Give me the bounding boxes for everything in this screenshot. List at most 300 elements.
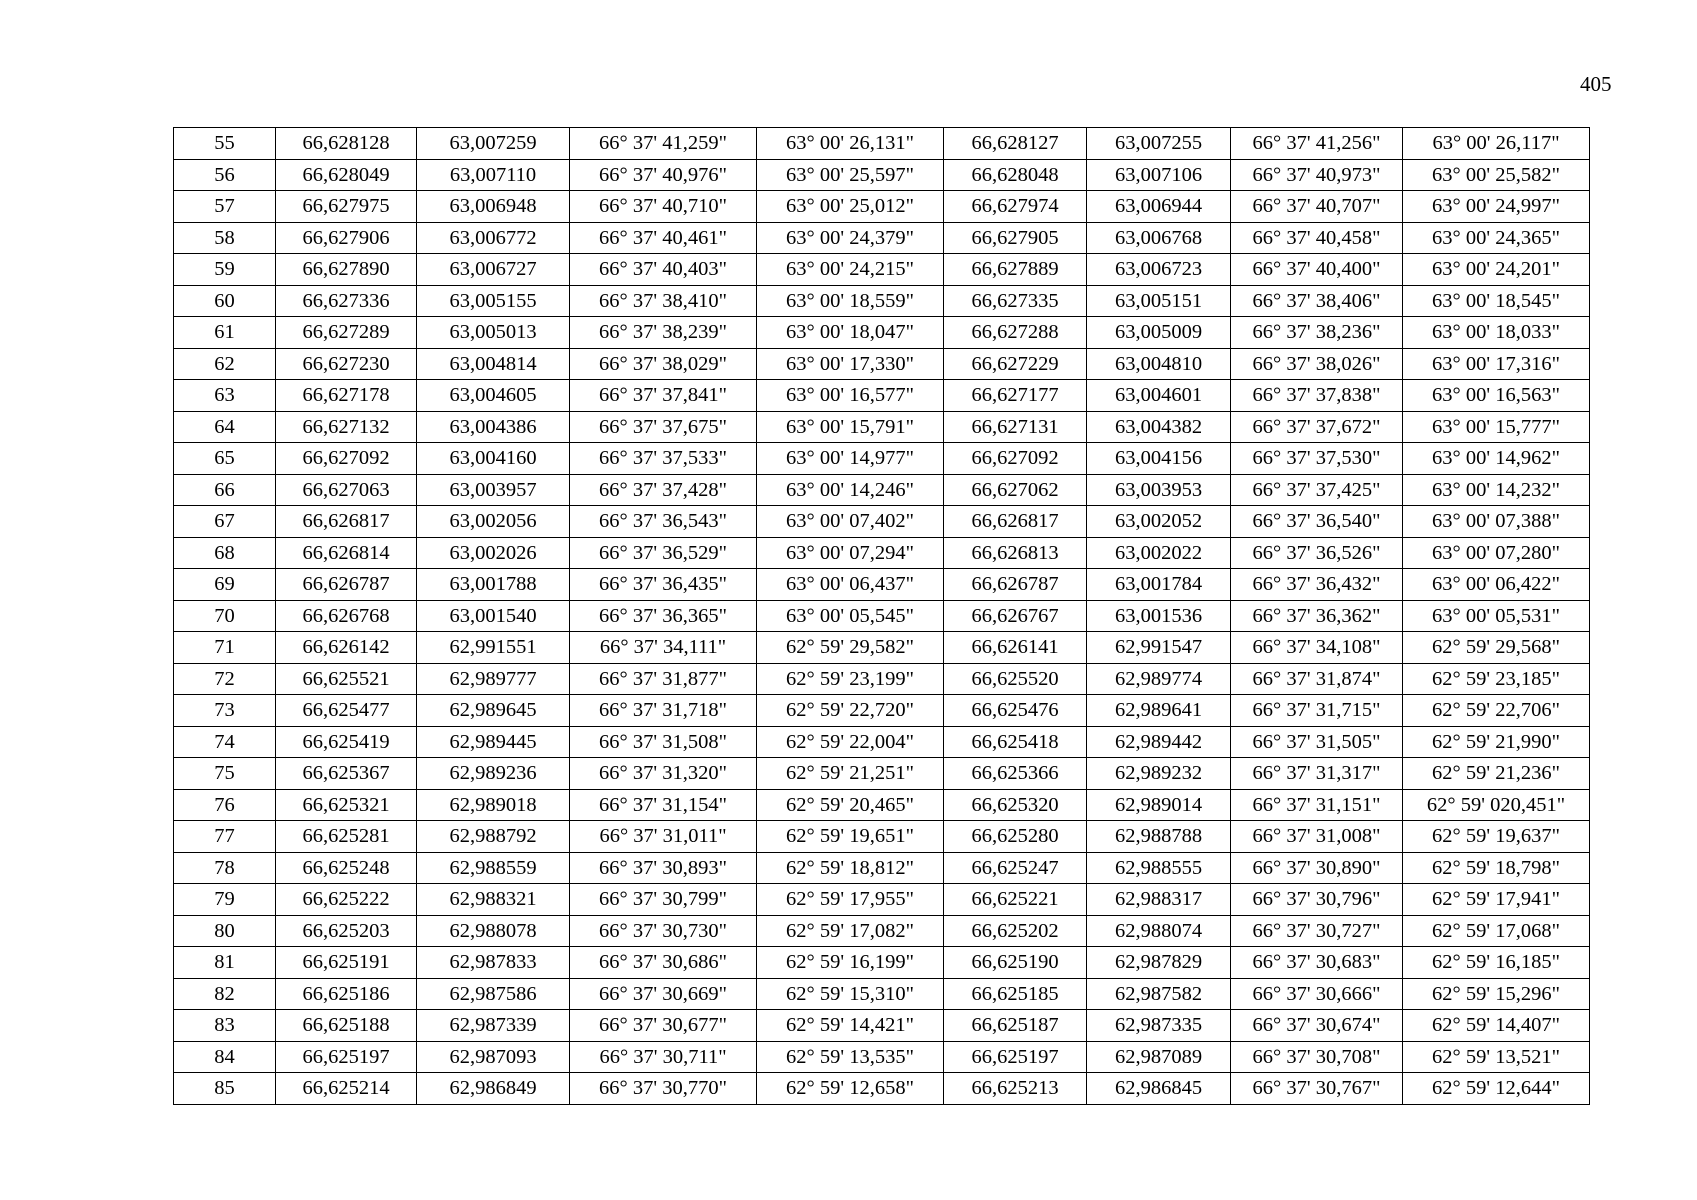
longitude-decimal-2-cell: 62,991547	[1087, 632, 1231, 664]
longitude-decimal-2-cell: 63,003953	[1087, 474, 1231, 506]
point-number-cell: 56	[174, 159, 276, 191]
table-row	[174, 821, 1590, 853]
latitude-dms-2-cell: 66° 37' 31,151"	[1231, 789, 1403, 821]
latitude-decimal-cell: 66,625222	[276, 884, 417, 916]
longitude-decimal-cell: 63,007110	[417, 159, 570, 191]
longitude-decimal-cell: 62,987586	[417, 978, 570, 1010]
point-number-cell: 83	[174, 1010, 276, 1042]
latitude-decimal-cell: 66,627092	[276, 443, 417, 475]
longitude-dms-2-cell: 63° 00' 24,997"	[1403, 191, 1590, 223]
point-number-cell: 66	[174, 474, 276, 506]
latitude-dms-2-cell: 66° 37' 38,236"	[1231, 317, 1403, 349]
point-number-cell: 80	[174, 915, 276, 947]
point-number-cell: 75	[174, 758, 276, 790]
latitude-decimal-cell: 66,627132	[276, 411, 417, 443]
latitude-decimal-2-cell: 66,625320	[944, 789, 1087, 821]
longitude-decimal-2-cell: 62,989014	[1087, 789, 1231, 821]
page-number: 405	[1580, 72, 1612, 96]
longitude-decimal-2-cell: 63,005151	[1087, 285, 1231, 317]
longitude-decimal-2-cell: 63,001784	[1087, 569, 1231, 601]
longitude-decimal-2-cell: 62,988074	[1087, 915, 1231, 947]
longitude-dms-cell: 62° 59' 17,955"	[757, 884, 944, 916]
longitude-decimal-cell: 62,987833	[417, 947, 570, 979]
longitude-decimal-cell: 63,006772	[417, 222, 570, 254]
longitude-decimal-cell: 63,002026	[417, 537, 570, 569]
longitude-decimal-2-cell: 63,002052	[1087, 506, 1231, 538]
table-row	[174, 758, 1590, 790]
latitude-decimal-cell: 66,626768	[276, 600, 417, 632]
latitude-decimal-2-cell: 66,625213	[944, 1073, 1087, 1105]
table-row	[174, 411, 1590, 443]
longitude-dms-2-cell: 63° 00' 07,280"	[1403, 537, 1590, 569]
longitude-dms-2-cell: 62° 59' 18,798"	[1403, 852, 1590, 884]
latitude-dms-cell: 66° 37' 36,529"	[570, 537, 757, 569]
longitude-dms-cell: 63° 00' 15,791"	[757, 411, 944, 443]
longitude-decimal-cell: 63,001788	[417, 569, 570, 601]
latitude-dms-cell: 66° 37' 40,710"	[570, 191, 757, 223]
table-row	[174, 506, 1590, 538]
latitude-decimal-2-cell: 66,626141	[944, 632, 1087, 664]
latitude-decimal-2-cell: 66,625247	[944, 852, 1087, 884]
longitude-dms-cell: 62° 59' 19,651"	[757, 821, 944, 853]
longitude-decimal-cell: 63,007259	[417, 128, 570, 160]
latitude-decimal-2-cell: 66,625202	[944, 915, 1087, 947]
longitude-dms-2-cell: 63° 00' 14,962"	[1403, 443, 1590, 475]
latitude-dms-2-cell: 66° 37' 31,505"	[1231, 726, 1403, 758]
longitude-decimal-2-cell: 63,007106	[1087, 159, 1231, 191]
longitude-decimal-2-cell: 62,989641	[1087, 695, 1231, 727]
latitude-dms-2-cell: 66° 37' 41,256"	[1231, 128, 1403, 160]
longitude-dms-cell: 63° 00' 07,402"	[757, 506, 944, 538]
point-number-cell: 61	[174, 317, 276, 349]
latitude-decimal-2-cell: 66,625280	[944, 821, 1087, 853]
point-number-cell: 85	[174, 1073, 276, 1105]
longitude-decimal-2-cell: 62,988555	[1087, 852, 1231, 884]
longitude-dms-cell: 63° 00' 25,597"	[757, 159, 944, 191]
latitude-decimal-cell: 66,626787	[276, 569, 417, 601]
latitude-decimal-cell: 66,627336	[276, 285, 417, 317]
table-row	[174, 285, 1590, 317]
longitude-decimal-cell: 62,989236	[417, 758, 570, 790]
table-row	[174, 915, 1590, 947]
point-number-cell: 65	[174, 443, 276, 475]
longitude-decimal-2-cell: 62,989232	[1087, 758, 1231, 790]
table-row	[174, 632, 1590, 664]
longitude-dms-2-cell: 63° 00' 06,422"	[1403, 569, 1590, 601]
latitude-dms-cell: 66° 37' 38,029"	[570, 348, 757, 380]
latitude-dms-cell: 66° 37' 36,435"	[570, 569, 757, 601]
latitude-decimal-cell: 66,627890	[276, 254, 417, 286]
point-number-cell: 79	[174, 884, 276, 916]
latitude-decimal-2-cell: 66,625520	[944, 663, 1087, 695]
table-row	[174, 1073, 1590, 1105]
latitude-dms-cell: 66° 37' 30,799"	[570, 884, 757, 916]
table-row	[174, 1041, 1590, 1073]
longitude-dms-2-cell: 62° 59' 14,407"	[1403, 1010, 1590, 1042]
latitude-decimal-2-cell: 66,627905	[944, 222, 1087, 254]
latitude-decimal-cell: 66,628128	[276, 128, 417, 160]
latitude-decimal-cell: 66,625191	[276, 947, 417, 979]
latitude-decimal-2-cell: 66,628127	[944, 128, 1087, 160]
longitude-decimal-2-cell: 63,005009	[1087, 317, 1231, 349]
longitude-dms-2-cell: 63° 00' 14,232"	[1403, 474, 1590, 506]
longitude-dms-cell: 62° 59' 13,535"	[757, 1041, 944, 1073]
longitude-decimal-2-cell: 63,001536	[1087, 600, 1231, 632]
longitude-dms-cell: 63° 00' 14,246"	[757, 474, 944, 506]
latitude-decimal-2-cell: 66,627288	[944, 317, 1087, 349]
latitude-decimal-2-cell: 66,625197	[944, 1041, 1087, 1073]
latitude-dms-cell: 66° 37' 37,428"	[570, 474, 757, 506]
latitude-dms-2-cell: 66° 37' 37,838"	[1231, 380, 1403, 412]
longitude-dms-2-cell: 63° 00' 18,033"	[1403, 317, 1590, 349]
point-number-cell: 55	[174, 128, 276, 160]
latitude-dms-2-cell: 66° 37' 38,026"	[1231, 348, 1403, 380]
longitude-dms-cell: 63° 00' 18,559"	[757, 285, 944, 317]
longitude-decimal-cell: 63,004605	[417, 380, 570, 412]
latitude-dms-cell: 66° 37' 34,111"	[570, 632, 757, 664]
table-row	[174, 663, 1590, 695]
latitude-decimal-2-cell: 66,627335	[944, 285, 1087, 317]
longitude-dms-2-cell: 62° 59' 21,990"	[1403, 726, 1590, 758]
longitude-dms-cell: 62° 59' 16,199"	[757, 947, 944, 979]
latitude-dms-cell: 66° 37' 30,677"	[570, 1010, 757, 1042]
latitude-dms-2-cell: 66° 37' 31,008"	[1231, 821, 1403, 853]
longitude-decimal-2-cell: 63,004156	[1087, 443, 1231, 475]
longitude-dms-2-cell: 62° 59' 020,451"	[1403, 789, 1590, 821]
longitude-dms-2-cell: 62° 59' 13,521"	[1403, 1041, 1590, 1073]
latitude-decimal-cell: 66,625203	[276, 915, 417, 947]
latitude-decimal-cell: 66,626142	[276, 632, 417, 664]
longitude-decimal-cell: 62,988792	[417, 821, 570, 853]
longitude-dms-2-cell: 62° 59' 12,644"	[1403, 1073, 1590, 1105]
latitude-dms-cell: 66° 37' 30,730"	[570, 915, 757, 947]
latitude-dms-cell: 66° 37' 31,320"	[570, 758, 757, 790]
longitude-dms-2-cell: 63° 00' 15,777"	[1403, 411, 1590, 443]
longitude-decimal-cell: 62,988078	[417, 915, 570, 947]
table-row	[174, 222, 1590, 254]
longitude-decimal-2-cell: 62,987582	[1087, 978, 1231, 1010]
longitude-decimal-2-cell: 62,989442	[1087, 726, 1231, 758]
longitude-dms-cell: 63° 00' 14,977"	[757, 443, 944, 475]
latitude-decimal-cell: 66,625477	[276, 695, 417, 727]
longitude-decimal-2-cell: 63,006723	[1087, 254, 1231, 286]
point-number-cell: 77	[174, 821, 276, 853]
latitude-dms-cell: 66° 37' 30,711"	[570, 1041, 757, 1073]
latitude-decimal-2-cell: 66,627177	[944, 380, 1087, 412]
longitude-dms-2-cell: 63° 00' 26,117"	[1403, 128, 1590, 160]
latitude-decimal-2-cell: 66,627062	[944, 474, 1087, 506]
longitude-dms-2-cell: 62° 59' 19,637"	[1403, 821, 1590, 853]
point-number-cell: 84	[174, 1041, 276, 1073]
longitude-dms-2-cell: 63° 00' 17,316"	[1403, 348, 1590, 380]
latitude-dms-cell: 66° 37' 37,841"	[570, 380, 757, 412]
longitude-dms-cell: 62° 59' 21,251"	[757, 758, 944, 790]
longitude-dms-2-cell: 63° 00' 16,563"	[1403, 380, 1590, 412]
longitude-decimal-2-cell: 62,989774	[1087, 663, 1231, 695]
longitude-dms-2-cell: 62° 59' 17,068"	[1403, 915, 1590, 947]
latitude-dms-cell: 66° 37' 36,365"	[570, 600, 757, 632]
latitude-decimal-cell: 66,625197	[276, 1041, 417, 1073]
latitude-dms-2-cell: 66° 37' 30,796"	[1231, 884, 1403, 916]
longitude-decimal-2-cell: 63,007255	[1087, 128, 1231, 160]
longitude-dms-cell: 63° 00' 25,012"	[757, 191, 944, 223]
longitude-dms-2-cell: 63° 00' 24,365"	[1403, 222, 1590, 254]
latitude-decimal-cell: 66,625188	[276, 1010, 417, 1042]
table-row	[174, 695, 1590, 727]
latitude-decimal-2-cell: 66,625418	[944, 726, 1087, 758]
latitude-dms-cell: 66° 37' 31,508"	[570, 726, 757, 758]
longitude-decimal-2-cell: 63,006768	[1087, 222, 1231, 254]
latitude-dms-2-cell: 66° 37' 30,708"	[1231, 1041, 1403, 1073]
table-row	[174, 128, 1590, 160]
latitude-decimal-cell: 66,625367	[276, 758, 417, 790]
table-row	[174, 254, 1590, 286]
table-row	[174, 852, 1590, 884]
latitude-decimal-cell: 66,628049	[276, 159, 417, 191]
latitude-decimal-cell: 66,625321	[276, 789, 417, 821]
latitude-dms-cell: 66° 37' 37,533"	[570, 443, 757, 475]
longitude-decimal-cell: 62,989777	[417, 663, 570, 695]
point-number-cell: 69	[174, 569, 276, 601]
latitude-decimal-2-cell: 66,625185	[944, 978, 1087, 1010]
point-number-cell: 76	[174, 789, 276, 821]
latitude-dms-2-cell: 66° 37' 36,362"	[1231, 600, 1403, 632]
latitude-decimal-2-cell: 66,626817	[944, 506, 1087, 538]
latitude-decimal-cell: 66,625281	[276, 821, 417, 853]
table-row	[174, 443, 1590, 475]
latitude-decimal-cell: 66,626817	[276, 506, 417, 538]
longitude-decimal-cell: 63,001540	[417, 600, 570, 632]
longitude-dms-cell: 62° 59' 29,582"	[757, 632, 944, 664]
longitude-dms-2-cell: 62° 59' 16,185"	[1403, 947, 1590, 979]
latitude-dms-2-cell: 66° 37' 36,540"	[1231, 506, 1403, 538]
longitude-dms-2-cell: 62° 59' 29,568"	[1403, 632, 1590, 664]
latitude-decimal-cell: 66,625419	[276, 726, 417, 758]
longitude-decimal-2-cell: 63,004810	[1087, 348, 1231, 380]
latitude-decimal-cell: 66,625186	[276, 978, 417, 1010]
latitude-dms-2-cell: 66° 37' 31,715"	[1231, 695, 1403, 727]
longitude-decimal-cell: 63,004814	[417, 348, 570, 380]
point-number-cell: 67	[174, 506, 276, 538]
latitude-dms-2-cell: 66° 37' 36,526"	[1231, 537, 1403, 569]
latitude-dms-2-cell: 66° 37' 40,458"	[1231, 222, 1403, 254]
longitude-decimal-cell: 63,004160	[417, 443, 570, 475]
latitude-dms-2-cell: 66° 37' 36,432"	[1231, 569, 1403, 601]
longitude-dms-2-cell: 63° 00' 18,545"	[1403, 285, 1590, 317]
longitude-dms-2-cell: 62° 59' 17,941"	[1403, 884, 1590, 916]
latitude-decimal-2-cell: 66,626767	[944, 600, 1087, 632]
longitude-decimal-cell: 62,989445	[417, 726, 570, 758]
longitude-decimal-2-cell: 63,006944	[1087, 191, 1231, 223]
point-number-cell: 62	[174, 348, 276, 380]
point-number-cell: 81	[174, 947, 276, 979]
longitude-decimal-cell: 62,987093	[417, 1041, 570, 1073]
latitude-decimal-cell: 66,625214	[276, 1073, 417, 1105]
latitude-dms-cell: 66° 37' 30,893"	[570, 852, 757, 884]
longitude-decimal-2-cell: 62,988788	[1087, 821, 1231, 853]
latitude-dms-cell: 66° 37' 31,011"	[570, 821, 757, 853]
longitude-decimal-2-cell: 63,002022	[1087, 537, 1231, 569]
table-row	[174, 348, 1590, 380]
latitude-decimal-2-cell: 66,627974	[944, 191, 1087, 223]
longitude-decimal-2-cell: 63,004382	[1087, 411, 1231, 443]
longitude-decimal-2-cell: 62,987335	[1087, 1010, 1231, 1042]
longitude-dms-2-cell: 63° 00' 07,388"	[1403, 506, 1590, 538]
latitude-decimal-cell: 66,627975	[276, 191, 417, 223]
latitude-decimal-2-cell: 66,625221	[944, 884, 1087, 916]
point-number-cell: 64	[174, 411, 276, 443]
longitude-decimal-cell: 62,988559	[417, 852, 570, 884]
longitude-dms-cell: 62° 59' 18,812"	[757, 852, 944, 884]
latitude-decimal-2-cell: 66,625366	[944, 758, 1087, 790]
latitude-dms-cell: 66° 37' 31,154"	[570, 789, 757, 821]
longitude-dms-cell: 63° 00' 26,131"	[757, 128, 944, 160]
point-number-cell: 70	[174, 600, 276, 632]
longitude-decimal-cell: 63,004386	[417, 411, 570, 443]
longitude-dms-2-cell: 62° 59' 23,185"	[1403, 663, 1590, 695]
latitude-decimal-2-cell: 66,627092	[944, 443, 1087, 475]
latitude-dms-cell: 66° 37' 38,410"	[570, 285, 757, 317]
latitude-dms-cell: 66° 37' 36,543"	[570, 506, 757, 538]
longitude-decimal-2-cell: 62,987829	[1087, 947, 1231, 979]
latitude-dms-cell: 66° 37' 30,686"	[570, 947, 757, 979]
latitude-dms-cell: 66° 37' 41,259"	[570, 128, 757, 160]
latitude-decimal-2-cell: 66,625476	[944, 695, 1087, 727]
latitude-dms-2-cell: 66° 37' 38,406"	[1231, 285, 1403, 317]
longitude-decimal-cell: 62,989018	[417, 789, 570, 821]
point-number-cell: 68	[174, 537, 276, 569]
table-row	[174, 380, 1590, 412]
table-row	[174, 191, 1590, 223]
latitude-dms-cell: 66° 37' 31,877"	[570, 663, 757, 695]
table-row	[174, 978, 1590, 1010]
point-number-cell: 71	[174, 632, 276, 664]
longitude-dms-cell: 62° 59' 12,658"	[757, 1073, 944, 1105]
latitude-decimal-2-cell: 66,628048	[944, 159, 1087, 191]
latitude-dms-2-cell: 66° 37' 30,674"	[1231, 1010, 1403, 1042]
latitude-dms-2-cell: 66° 37' 37,530"	[1231, 443, 1403, 475]
longitude-dms-cell: 62° 59' 15,310"	[757, 978, 944, 1010]
longitude-dms-2-cell: 63° 00' 24,201"	[1403, 254, 1590, 286]
latitude-dms-2-cell: 66° 37' 30,683"	[1231, 947, 1403, 979]
latitude-dms-2-cell: 66° 37' 37,672"	[1231, 411, 1403, 443]
latitude-dms-cell: 66° 37' 38,239"	[570, 317, 757, 349]
latitude-dms-2-cell: 66° 37' 30,666"	[1231, 978, 1403, 1010]
longitude-decimal-cell: 62,987339	[417, 1010, 570, 1042]
longitude-decimal-cell: 63,006727	[417, 254, 570, 286]
latitude-dms-cell: 66° 37' 40,403"	[570, 254, 757, 286]
point-number-cell: 60	[174, 285, 276, 317]
point-number-cell: 58	[174, 222, 276, 254]
longitude-decimal-cell: 63,005013	[417, 317, 570, 349]
table-row	[174, 1010, 1590, 1042]
longitude-dms-cell: 63° 00' 05,545"	[757, 600, 944, 632]
coordinates-table	[173, 127, 1590, 1105]
longitude-decimal-cell: 62,986849	[417, 1073, 570, 1105]
latitude-dms-2-cell: 66° 37' 31,874"	[1231, 663, 1403, 695]
longitude-decimal-cell: 62,989645	[417, 695, 570, 727]
latitude-dms-cell: 66° 37' 40,461"	[570, 222, 757, 254]
latitude-decimal-2-cell: 66,625187	[944, 1010, 1087, 1042]
latitude-decimal-2-cell: 66,626787	[944, 569, 1087, 601]
longitude-dms-2-cell: 62° 59' 21,236"	[1403, 758, 1590, 790]
table-row	[174, 569, 1590, 601]
latitude-decimal-cell: 66,627063	[276, 474, 417, 506]
longitude-dms-cell: 62° 59' 20,465"	[757, 789, 944, 821]
point-number-cell: 72	[174, 663, 276, 695]
longitude-dms-cell: 62° 59' 22,004"	[757, 726, 944, 758]
latitude-dms-cell: 66° 37' 40,976"	[570, 159, 757, 191]
longitude-decimal-cell: 62,991551	[417, 632, 570, 664]
latitude-dms-cell: 66° 37' 37,675"	[570, 411, 757, 443]
table-row	[174, 537, 1590, 569]
longitude-dms-2-cell: 62° 59' 22,706"	[1403, 695, 1590, 727]
table-row	[174, 947, 1590, 979]
longitude-dms-cell: 63° 00' 24,215"	[757, 254, 944, 286]
longitude-decimal-cell: 63,006948	[417, 191, 570, 223]
longitude-dms-cell: 63° 00' 07,294"	[757, 537, 944, 569]
latitude-decimal-cell: 66,625248	[276, 852, 417, 884]
latitude-decimal-2-cell: 66,625190	[944, 947, 1087, 979]
longitude-dms-cell: 63° 00' 17,330"	[757, 348, 944, 380]
latitude-decimal-2-cell: 66,627229	[944, 348, 1087, 380]
table-row	[174, 474, 1590, 506]
latitude-decimal-2-cell: 66,627889	[944, 254, 1087, 286]
latitude-dms-cell: 66° 37' 31,718"	[570, 695, 757, 727]
coordinates-table-body	[174, 128, 1590, 1105]
latitude-dms-2-cell: 66° 37' 40,973"	[1231, 159, 1403, 191]
longitude-decimal-2-cell: 62,988317	[1087, 884, 1231, 916]
latitude-dms-2-cell: 66° 37' 37,425"	[1231, 474, 1403, 506]
point-number-cell: 82	[174, 978, 276, 1010]
longitude-decimal-cell: 63,005155	[417, 285, 570, 317]
latitude-dms-2-cell: 66° 37' 34,108"	[1231, 632, 1403, 664]
latitude-decimal-cell: 66,627230	[276, 348, 417, 380]
latitude-decimal-cell: 66,627289	[276, 317, 417, 349]
latitude-decimal-cell: 66,625521	[276, 663, 417, 695]
table-row	[174, 789, 1590, 821]
point-number-cell: 73	[174, 695, 276, 727]
table-row	[174, 159, 1590, 191]
latitude-decimal-2-cell: 66,627131	[944, 411, 1087, 443]
longitude-dms-2-cell: 62° 59' 15,296"	[1403, 978, 1590, 1010]
latitude-dms-cell: 66° 37' 30,770"	[570, 1073, 757, 1105]
latitude-dms-2-cell: 66° 37' 30,767"	[1231, 1073, 1403, 1105]
point-number-cell: 63	[174, 380, 276, 412]
longitude-dms-cell: 62° 59' 17,082"	[757, 915, 944, 947]
point-number-cell: 59	[174, 254, 276, 286]
latitude-dms-2-cell: 66° 37' 40,707"	[1231, 191, 1403, 223]
longitude-decimal-cell: 63,003957	[417, 474, 570, 506]
longitude-dms-2-cell: 63° 00' 05,531"	[1403, 600, 1590, 632]
latitude-dms-2-cell: 66° 37' 30,890"	[1231, 852, 1403, 884]
longitude-dms-cell: 63° 00' 24,379"	[757, 222, 944, 254]
longitude-decimal-2-cell: 62,986845	[1087, 1073, 1231, 1105]
table-row	[174, 726, 1590, 758]
latitude-dms-cell: 66° 37' 30,669"	[570, 978, 757, 1010]
point-number-cell: 78	[174, 852, 276, 884]
latitude-dms-2-cell: 66° 37' 40,400"	[1231, 254, 1403, 286]
longitude-dms-cell: 63° 00' 16,577"	[757, 380, 944, 412]
longitude-dms-cell: 62° 59' 14,421"	[757, 1010, 944, 1042]
latitude-dms-2-cell: 66° 37' 31,317"	[1231, 758, 1403, 790]
latitude-decimal-2-cell: 66,626813	[944, 537, 1087, 569]
longitude-dms-cell: 63° 00' 18,047"	[757, 317, 944, 349]
latitude-decimal-cell: 66,626814	[276, 537, 417, 569]
table-row	[174, 884, 1590, 916]
longitude-decimal-cell: 62,988321	[417, 884, 570, 916]
table-row	[174, 600, 1590, 632]
